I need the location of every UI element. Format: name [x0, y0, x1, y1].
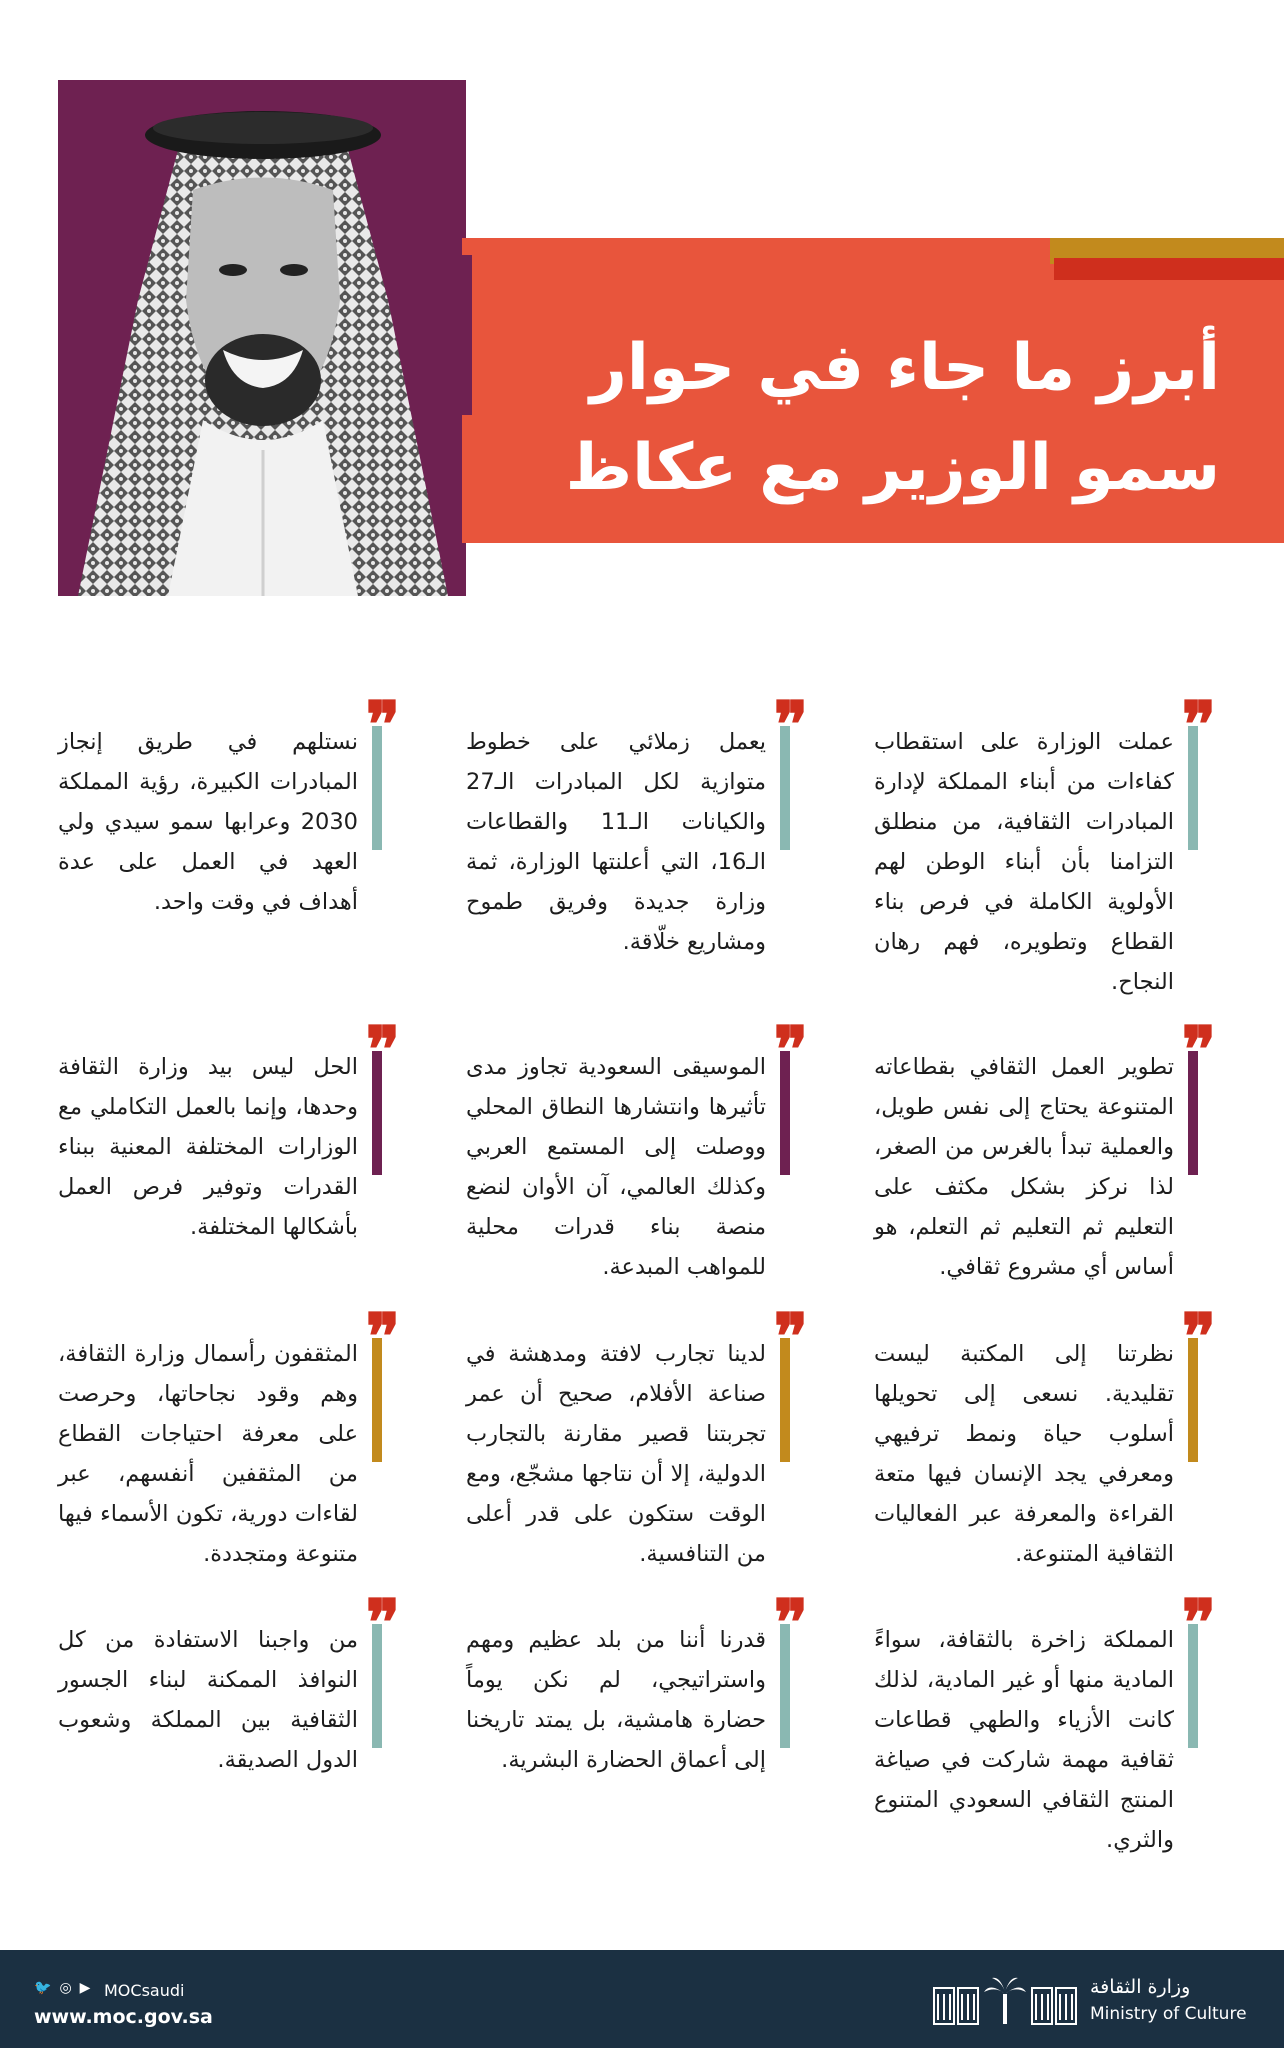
- quote-text: يعمل زملائي على خطوط متوازية لكل المبادرات الـ27 والكيانات الـ11 والقطاعات الـ16، التي أعلنتها الوزارة، ثمة وزارة جديدة وفريق طموح ومشاريع خلّاقة.: [466, 729, 766, 955]
- quote-mark-icon: ❞: [1181, 1586, 1210, 1661]
- quote-mark-icon: ❞: [773, 1586, 802, 1661]
- quote-card: [872, 1586, 1210, 1858]
- twitter-icon[interactable]: 🐦: [34, 1980, 52, 1996]
- quote-card: [464, 1586, 802, 1858]
- quote-card: [56, 1586, 394, 1858]
- quote-card: [56, 1013, 394, 1285]
- page-title-line-1: أبرز ما جاء في حوار: [590, 331, 1220, 405]
- footer: [0, 1950, 1284, 2048]
- title-accent-bar-plum: [458, 255, 472, 415]
- quote-card: [464, 1013, 802, 1285]
- title-accent-stripe-red: [1054, 258, 1284, 280]
- quote-mark-icon: ❞: [365, 1013, 394, 1088]
- ministry-name-arabic: وزارة الثقافة: [1090, 1976, 1191, 1998]
- quote-card: [56, 1300, 394, 1572]
- quote-text: تطوير العمل الثقافي بقطاعاته المتنوعة يحتاج إلى نفس طويل، والعملية تبدأ بالغرس من الصغر، لذا نركز بشكل مكثف على التعليم ثم التعليم ثم التعلم، هو أساس أي مشروع ثقافي.: [874, 1054, 1174, 1280]
- ministry-name-english: Ministry of Culture: [1090, 2004, 1247, 2024]
- quote-text: المملكة زاخرة بالثقافة، سواءً المادية منها أو غير المادية، لذلك كانت الأزياء والطهي قطاعات ثقافية مهمة شاركت في صياغة المنتج الثقافي السعودي المتنوع والثري.: [874, 1627, 1174, 1853]
- quote-mark-icon: ❞: [365, 1586, 394, 1661]
- quote-card: [872, 688, 1210, 995]
- instagram-icon[interactable]: ◎: [59, 1980, 72, 1996]
- quote-card: [872, 1013, 1210, 1285]
- quote-text: المثقفون رأسمال وزارة الثقافة، وهم وقود نجاحاتها، وحرصت على معرفة احتياجات القطاع من المثقفين أنفسهم، عبر لقاءات دورية، تكون الأسماء فيها متنوعة ومتجددة.: [58, 1341, 358, 1567]
- quote-mark-icon: ❞: [365, 1300, 394, 1375]
- quote-mark-icon: ❞: [365, 688, 394, 763]
- quote-mark-icon: ❞: [773, 1013, 802, 1088]
- ministry-logo-icon: [930, 1972, 1080, 2032]
- quote-text: الموسيقى السعودية تجاوز مدى تأثيرها وانتشارها النطاق المحلي ووصلت إلى المستمع العربي وكذلك العالمي، آن الأوان لنضع منصة بناء قدرات محلية للمواهب المبدعة.: [466, 1054, 766, 1280]
- quote-text: عملت الوزارة على استقطاب كفاءات من أبناء المملكة لإدارة المبادرات الثقافية، من منطلق التزامنا بأن أبناء الوطن لهم الأولوية الكاملة في فرص بناء القطاع وتطويره، فهم رهان النجاح.: [874, 729, 1174, 995]
- quote-text: الحل ليس بيد وزارة الثقافة وحدها، وإنما بالعمل التكاملي مع الوزارات المختلفة المعنية ببناء القدرات وتوفير فرص العمل بأشكالها المختلفة.: [58, 1054, 358, 1240]
- social-handle[interactable]: MOCsaudi: [104, 1981, 185, 2000]
- quote-card: [464, 688, 802, 960]
- social-icons: [34, 1980, 90, 1996]
- quote-text: نستلهم في طريق إنجاز المبادرات الكبيرة، رؤية المملكة 2030 وعرابها سمو سيدي ولي العهد في العمل على عدة أهداف في وقت واحد.: [58, 729, 358, 915]
- youtube-icon[interactable]: ▶: [79, 1980, 91, 1996]
- quote-mark-icon: ❞: [773, 688, 802, 763]
- quote-card: [872, 1300, 1210, 1572]
- page-title-line-2: سمو الوزير مع عكاظ: [565, 431, 1220, 505]
- quote-mark-icon: ❞: [1181, 688, 1210, 763]
- quote-card: [56, 688, 394, 960]
- quote-mark-icon: ❞: [773, 1300, 802, 1375]
- minister-portrait: [58, 80, 466, 596]
- quote-text: من واجبنا الاستفادة من كل النوافذ الممكنة لبناء الجسور الثقافية بين المملكة وشعوب الدول الصديقة.: [58, 1627, 358, 1773]
- quote-card: [464, 1300, 802, 1572]
- quote-text: نظرتنا إلى المكتبة ليست تقليدية. نسعى إلى تحويلها أسلوب حياة ونمط ترفيهي ومعرفي يجد الإنسان فيها متعة القراءة والمعرفة عبر الفعاليات الثقافية المتنوعة.: [874, 1341, 1174, 1567]
- quote-text: لدينا تجارب لافتة ومدهشة في صناعة الأفلام، صحيح أن عمر تجربتنا قصير مقارنة بالتجارب الدولية، إلا أن نتاجها مشجّع، ومع الوقت ستكون على قدر أعلى من التنافسية.: [466, 1341, 766, 1567]
- website-link[interactable]: www.moc.gov.sa: [34, 2006, 213, 2028]
- quote-mark-icon: ❞: [1181, 1300, 1210, 1375]
- quote-text: قدرنا أننا من بلد عظيم ومهم واستراتيجي، لم نكن يوماً حضارة هامشية، بل يمتد تاريخنا إلى أعماق الحضارة البشرية.: [466, 1627, 766, 1773]
- page-title: [480, 318, 1220, 518]
- quote-mark-icon: ❞: [1181, 1013, 1210, 1088]
